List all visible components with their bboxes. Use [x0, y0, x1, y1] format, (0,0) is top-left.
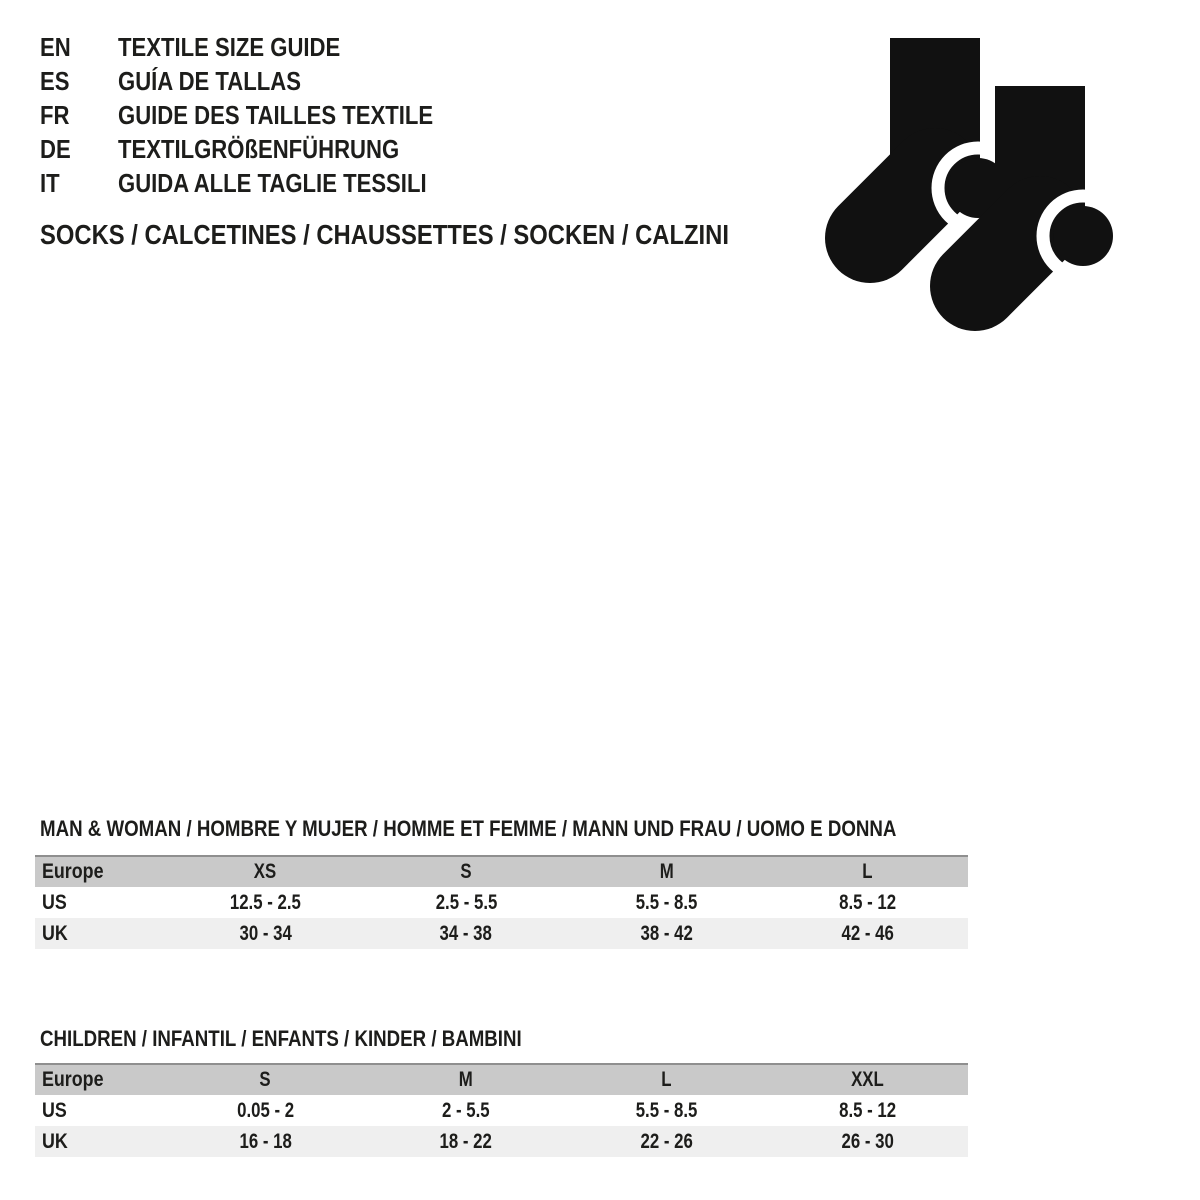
column-header-s: S — [259, 1068, 271, 1091]
column-header-s: S — [460, 860, 472, 883]
language-row-de — [40, 132, 489, 166]
adult-size-table — [35, 855, 968, 949]
column-header-l: L — [862, 860, 873, 883]
language-code: IT — [40, 168, 60, 198]
socks-icon — [812, 30, 1142, 345]
column-header-region: Europe — [42, 860, 104, 883]
language-code: DE — [40, 134, 71, 164]
size-cell: 2.5 - 5.5 — [435, 890, 497, 914]
column-header-m: M — [459, 1068, 474, 1091]
column-header-region: Europe — [42, 1068, 104, 1091]
column-header-xs: XS — [254, 860, 277, 883]
size-cell: 34 - 38 — [439, 921, 493, 945]
size-cell: 8.5 - 12 — [839, 890, 897, 914]
language-label: GUIDA ALLE TAGLIE TESSILI — [118, 168, 427, 198]
adult-table-title: MAN & WOMAN / HOMBRE Y MUJER / HOMME ET FEMME / MANN UND FRAU / UOMO E DONNA — [40, 816, 897, 841]
children-row-uk — [35, 1126, 968, 1157]
language-label: GUIDE DES TAILLES TEXTILE — [118, 100, 434, 130]
language-row-en — [40, 30, 489, 64]
size-cell: 8.5 - 12 — [839, 1098, 897, 1122]
adult-table-header-row — [35, 857, 968, 887]
size-cell: 5.5 - 8.5 — [636, 890, 698, 914]
size-cell: 42 - 46 — [841, 921, 894, 945]
size-cell: 18 - 22 — [439, 1129, 493, 1153]
children-size-table — [35, 1063, 968, 1157]
product-heading: SOCKS / CALCETINES / CHAUSSETTES / SOCKEN / CALZINI — [40, 219, 729, 250]
column-header-xxl: XXL — [851, 1068, 884, 1091]
column-header-l: L — [661, 1068, 672, 1091]
size-cell: 38 - 42 — [640, 921, 694, 945]
children-table-title: CHILDREN / INFANTIL / ENFANTS / KINDER / BAMBINI — [40, 1026, 522, 1051]
size-cell: 26 - 30 — [841, 1129, 894, 1153]
row-label: US — [42, 890, 67, 914]
size-cell: 2 - 5.5 — [442, 1098, 490, 1122]
language-row-es — [40, 64, 489, 98]
size-cell: 30 - 34 — [239, 921, 292, 945]
size-cell: 12.5 - 2.5 — [229, 890, 301, 914]
children-row-us — [35, 1095, 968, 1126]
language-code: ES — [40, 66, 70, 96]
language-label: TEXTILGRÖßENFÜHRUNG — [118, 134, 400, 164]
language-label: TEXTILE SIZE GUIDE — [118, 32, 341, 62]
language-label: GUÍA DE TALLAS — [118, 66, 301, 96]
adult-row-us — [35, 887, 968, 918]
children-table-header-row — [35, 1065, 968, 1095]
row-label: US — [42, 1098, 67, 1122]
size-cell: 5.5 - 8.5 — [636, 1098, 698, 1122]
row-label: UK — [42, 1129, 68, 1153]
adult-row-uk — [35, 918, 968, 949]
language-guide-list — [40, 30, 489, 200]
size-cell: 22 - 26 — [640, 1129, 694, 1153]
column-header-m: M — [659, 860, 674, 883]
language-code: EN — [40, 32, 71, 62]
language-row-fr — [40, 98, 489, 132]
row-label: UK — [42, 921, 68, 945]
language-code: FR — [40, 100, 70, 130]
size-cell: 16 - 18 — [239, 1129, 292, 1153]
language-row-it — [40, 166, 489, 200]
size-cell: 0.05 - 2 — [236, 1098, 294, 1122]
